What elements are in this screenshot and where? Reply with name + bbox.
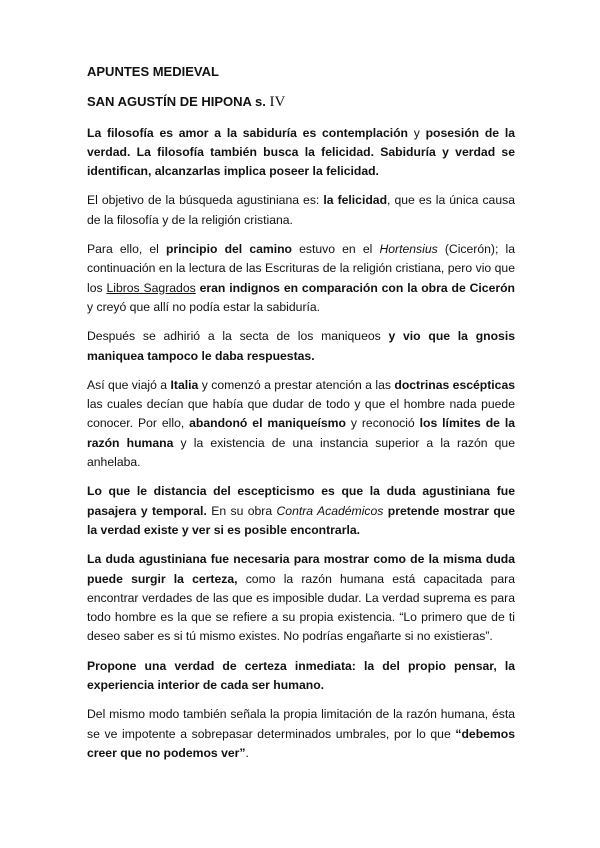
paragraph-3-bold-g: eran indignos en comparación con la obra de Cicerón: [195, 280, 515, 295]
document-title: APUNTES MEDIEVAL: [87, 64, 219, 79]
paragraph-7-bold-a: La duda agustiniana fue necesaria para mostrar como de la misma duda puede surgir la certeza,: [87, 552, 515, 586]
paragraph-2: [87, 191, 515, 230]
paragraph-7: [87, 550, 515, 646]
paragraph-6-italic-c: Contra Académicos: [276, 503, 384, 518]
paragraph-5-bold-f: abandonó el maniqueísmo: [189, 416, 346, 431]
document-page: [87, 62, 515, 773]
paragraph-6-bold-d: pretende mostrar que la verdad existe y ver si es posible encontrarla.: [87, 503, 516, 537]
paragraph-9-text-a: Del mismo modo también señala la propia limitación de la razón humana, ésta se ve impotente a sobrepasar determinados umbrales, por lo que: [87, 707, 515, 741]
paragraph-4-bold-b: y vio que la gnosis maniquea tampoco le daba respuestas.: [87, 329, 515, 363]
section-title-century: IV: [269, 94, 286, 111]
section-title-name: SAN AGUSTÍN DE HIPONA s.: [87, 94, 266, 110]
paragraph-3: [87, 240, 515, 317]
paragraph-7-text-b: como la razón humana está capacitada para encontrar verdades de las que es imposible dudar. La verdad suprema es para todo hombre es la que se refiere a su propia existencia.: [87, 571, 515, 625]
paragraph-4-text-a: Después se adhirió a la secta de los maniqueos: [87, 329, 381, 344]
paragraph-8-bold-b: la experiencia interior de cada ser humano.: [87, 658, 515, 693]
paragraph-5: [87, 376, 515, 472]
paragraph-3-text-h: y creyó que allí no podía estar la sabiduría.: [87, 299, 321, 314]
paragraph-4: [87, 327, 515, 366]
paragraph-5-text-i: y la existencia de una instancia superior a la razón que anhelaba.: [87, 435, 515, 470]
paragraph-5-text-c: y comenzó a prestar atención a las: [198, 377, 395, 392]
paragraph-1-bold-d: Sabiduría y verdad se identifican, alcanzarlas implica poseer la felicidad.: [87, 144, 515, 179]
paragraph-7-quote-c: “Lo primero que de ti deseo saber es si tú mismo existes. No podrías engañarte si no existieras”.: [87, 610, 516, 644]
paragraph-6-text-b: En su obra: [206, 503, 277, 518]
paragraph-9: [87, 705, 515, 763]
paragraph-5-text-e: las cuales decían que había que dudar de todo y que el hombre nada puede conocer. Por ello,: [87, 397, 515, 431]
paragraph-9-bold-b: “debemos creer que no podemos ver”: [87, 726, 515, 760]
paragraph-5-text-g: y reconoció: [345, 416, 420, 431]
paragraph-3-italic-d: Hortensius: [379, 242, 438, 257]
paragraph-1: [87, 124, 515, 182]
paragraph-3-text-c: estuvo en el: [291, 242, 380, 257]
section-title: [87, 92, 515, 112]
paragraph-2-bold-b: la felicidad: [323, 193, 388, 208]
paragraph-2-text-c: , que es la única causa de la filosofía y de la religión cristiana.: [87, 193, 515, 227]
paragraph-2-text-a: El objetivo de la búsqueda agustiniana es:: [87, 193, 324, 208]
paragraph-3-bold-b: principio del camino: [165, 242, 292, 257]
paragraph-3-text-a: Para ello, el: [87, 242, 166, 257]
paragraph-5-text-a: Así que viajó a: [87, 377, 171, 392]
paragraph-1-bold-a: La filosofía es amor a la sabiduría es contemplación: [87, 125, 408, 140]
paragraph-1-bold-c: posesión de la verdad. La filosofía también busca la felicidad.: [87, 125, 515, 159]
paragraph-3-underline-f: Libros Sagrados: [106, 280, 196, 295]
paragraph-8-bold-a: Propone una verdad de certeza inmediata: la del propio pensar,: [87, 658, 497, 673]
paragraph-5-bold-b: Italia: [170, 377, 199, 392]
paragraph-3-text-e: (Cicerón); la continuación en la lectura de las Escrituras de la religión cristiana, pero vio que los: [87, 242, 515, 295]
paragraph-6-bold-a: Lo que le distancia del escepticismo es que la duda agustiniana fue pasajera y temporal.: [87, 484, 515, 518]
paragraph-5-bold-d: doctrinas escépticas: [394, 377, 516, 392]
paragraph-5-bold-h: los límites de la razón humana: [87, 416, 515, 450]
paragraph-1-text-b: y: [408, 125, 426, 140]
paragraph-8: [87, 657, 515, 696]
paragraph-6: [87, 482, 515, 540]
paragraph-9-text-c: .: [245, 745, 249, 760]
